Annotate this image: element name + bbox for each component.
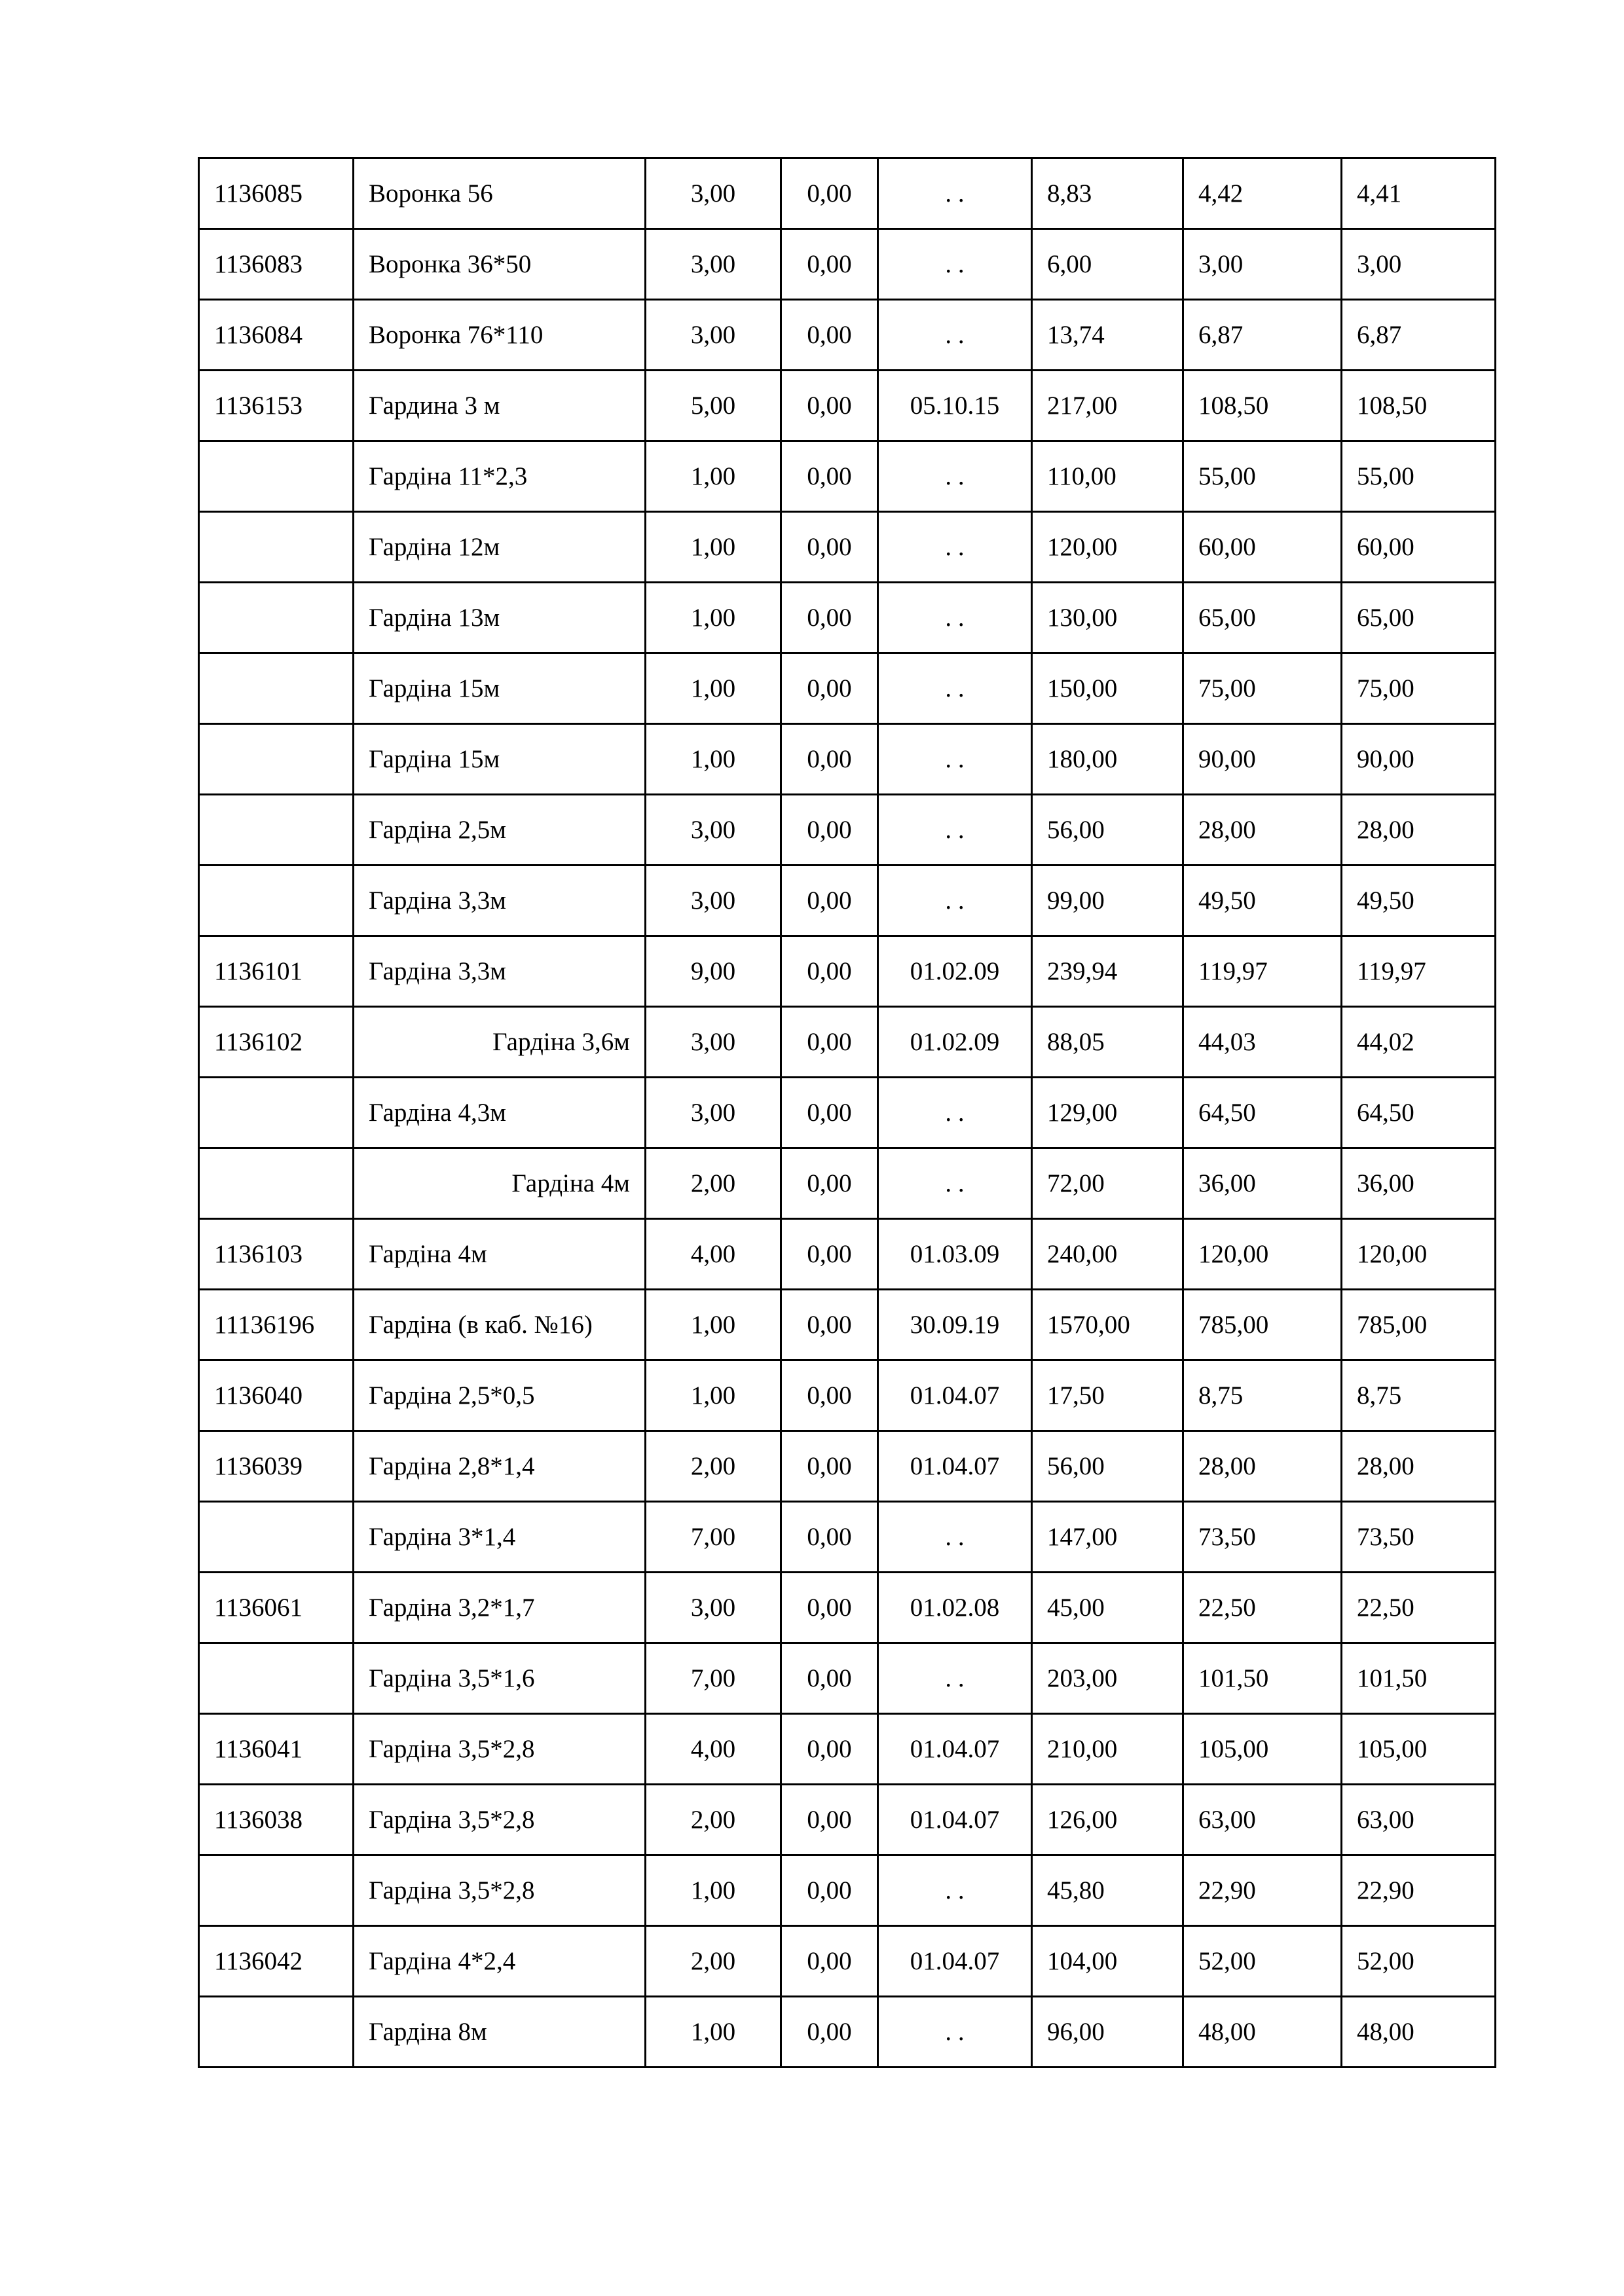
zero-value-cell: 0,00 <box>781 1148 878 1219</box>
date-cell: . . <box>878 300 1032 371</box>
item-code-cell <box>199 1855 354 1926</box>
item-code-cell <box>199 583 354 653</box>
residual-value-cell: 22,50 <box>1342 1573 1496 1643</box>
quantity-cell: 1,00 <box>646 1360 781 1431</box>
item-name-cell: Воронка 76*110 <box>354 300 646 371</box>
total-value-cell: 45,80 <box>1032 1855 1183 1926</box>
item-code-cell <box>199 1502 354 1573</box>
depreciation-cell: 64,50 <box>1183 1078 1342 1148</box>
residual-value-cell: 44,02 <box>1342 1007 1496 1078</box>
quantity-cell: 1,00 <box>646 441 781 512</box>
item-name-cell: Гардіна 11*2,3 <box>354 441 646 512</box>
date-cell: 01.02.08 <box>878 1573 1032 1643</box>
residual-value-cell: 65,00 <box>1342 583 1496 653</box>
depreciation-cell: 73,50 <box>1183 1502 1342 1573</box>
date-cell: . . <box>878 653 1032 724</box>
zero-value-cell: 0,00 <box>781 441 878 512</box>
table-row <box>199 1785 1496 1855</box>
item-name-cell: Гардіна 3,5*2,8 <box>354 1714 646 1785</box>
table-row <box>199 1148 1496 1219</box>
date-cell: 01.02.09 <box>878 1007 1032 1078</box>
quantity-cell: 9,00 <box>646 936 781 1007</box>
depreciation-cell: 49,50 <box>1183 866 1342 936</box>
residual-value-cell: 28,00 <box>1342 795 1496 866</box>
table-body <box>199 158 1496 2068</box>
item-name-cell: Гардіна 4м <box>354 1148 646 1219</box>
quantity-cell: 2,00 <box>646 1148 781 1219</box>
date-cell: . . <box>878 441 1032 512</box>
item-code-cell: 1136083 <box>199 229 354 300</box>
total-value-cell: 210,00 <box>1032 1714 1183 1785</box>
item-name-cell: Гардіна 8м <box>354 1997 646 2068</box>
zero-value-cell: 0,00 <box>781 1573 878 1643</box>
date-cell: . . <box>878 1148 1032 1219</box>
total-value-cell: 72,00 <box>1032 1148 1183 1219</box>
date-cell: . . <box>878 1855 1032 1926</box>
table-row <box>199 1078 1496 1148</box>
depreciation-cell: 120,00 <box>1183 1219 1342 1290</box>
quantity-cell: 3,00 <box>646 229 781 300</box>
quantity-cell: 1,00 <box>646 724 781 795</box>
item-name-cell: Гардіна 3,3м <box>354 936 646 1007</box>
date-cell: 01.04.07 <box>878 1714 1032 1785</box>
item-code-cell: 1136085 <box>199 158 354 229</box>
item-name-cell: Гардіна 3,6м <box>354 1007 646 1078</box>
table-row <box>199 1219 1496 1290</box>
quantity-cell: 3,00 <box>646 1573 781 1643</box>
depreciation-cell: 55,00 <box>1183 441 1342 512</box>
total-value-cell: 130,00 <box>1032 583 1183 653</box>
residual-value-cell: 49,50 <box>1342 866 1496 936</box>
table-row <box>199 1714 1496 1785</box>
residual-value-cell: 36,00 <box>1342 1148 1496 1219</box>
item-name-cell: Гардіна 3,5*1,6 <box>354 1643 646 1714</box>
residual-value-cell: 22,90 <box>1342 1855 1496 1926</box>
total-value-cell: 240,00 <box>1032 1219 1183 1290</box>
zero-value-cell: 0,00 <box>781 1855 878 1926</box>
depreciation-cell: 108,50 <box>1183 371 1342 441</box>
depreciation-cell: 785,00 <box>1183 1290 1342 1360</box>
depreciation-cell: 105,00 <box>1183 1714 1342 1785</box>
item-name-cell: Гардіна 4м <box>354 1219 646 1290</box>
total-value-cell: 239,94 <box>1032 936 1183 1007</box>
item-name-cell: Гардіна 2,5*0,5 <box>354 1360 646 1431</box>
residual-value-cell: 90,00 <box>1342 724 1496 795</box>
date-cell: . . <box>878 1997 1032 2068</box>
total-value-cell: 99,00 <box>1032 866 1183 936</box>
table-row <box>199 653 1496 724</box>
table-row <box>199 1926 1496 1997</box>
date-cell: . . <box>878 583 1032 653</box>
quantity-cell: 1,00 <box>646 653 781 724</box>
quantity-cell: 3,00 <box>646 158 781 229</box>
quantity-cell: 4,00 <box>646 1219 781 1290</box>
table-row <box>199 583 1496 653</box>
zero-value-cell: 0,00 <box>781 229 878 300</box>
item-name-cell: Воронка 56 <box>354 158 646 229</box>
total-value-cell: 110,00 <box>1032 441 1183 512</box>
total-value-cell: 8,83 <box>1032 158 1183 229</box>
zero-value-cell: 0,00 <box>781 1360 878 1431</box>
item-code-cell <box>199 653 354 724</box>
quantity-cell: 5,00 <box>646 371 781 441</box>
total-value-cell: 56,00 <box>1032 795 1183 866</box>
zero-value-cell: 0,00 <box>781 1078 878 1148</box>
table-row <box>199 1855 1496 1926</box>
total-value-cell: 6,00 <box>1032 229 1183 300</box>
date-cell: . . <box>878 724 1032 795</box>
date-cell: . . <box>878 795 1032 866</box>
item-code-cell: 1136039 <box>199 1431 354 1502</box>
residual-value-cell: 28,00 <box>1342 1431 1496 1502</box>
quantity-cell: 7,00 <box>646 1643 781 1714</box>
table-row <box>199 158 1496 229</box>
date-cell: . . <box>878 1502 1032 1573</box>
item-name-cell: Гардіна 2,5м <box>354 795 646 866</box>
quantity-cell: 7,00 <box>646 1502 781 1573</box>
residual-value-cell: 60,00 <box>1342 512 1496 583</box>
item-code-cell: 1136061 <box>199 1573 354 1643</box>
item-name-cell: Гардіна 12м <box>354 512 646 583</box>
item-name-cell: Воронка 36*50 <box>354 229 646 300</box>
quantity-cell: 1,00 <box>646 512 781 583</box>
depreciation-cell: 28,00 <box>1183 795 1342 866</box>
residual-value-cell: 3,00 <box>1342 229 1496 300</box>
depreciation-cell: 6,87 <box>1183 300 1342 371</box>
residual-value-cell: 108,50 <box>1342 371 1496 441</box>
item-code-cell: 1136042 <box>199 1926 354 1997</box>
depreciation-cell: 3,00 <box>1183 229 1342 300</box>
item-name-cell: Гардіна 4*2,4 <box>354 1926 646 1997</box>
item-code-cell <box>199 1997 354 2068</box>
date-cell: 01.03.09 <box>878 1219 1032 1290</box>
item-code-cell <box>199 866 354 936</box>
depreciation-cell: 36,00 <box>1183 1148 1342 1219</box>
depreciation-cell: 101,50 <box>1183 1643 1342 1714</box>
depreciation-cell: 44,03 <box>1183 1007 1342 1078</box>
residual-value-cell: 101,50 <box>1342 1643 1496 1714</box>
residual-value-cell: 52,00 <box>1342 1926 1496 1997</box>
item-code-cell <box>199 441 354 512</box>
depreciation-cell: 60,00 <box>1183 512 1342 583</box>
depreciation-cell: 8,75 <box>1183 1360 1342 1431</box>
depreciation-cell: 63,00 <box>1183 1785 1342 1855</box>
table-row <box>199 1431 1496 1502</box>
table-row <box>199 1360 1496 1431</box>
table-row <box>199 1007 1496 1078</box>
table-row <box>199 1643 1496 1714</box>
item-code-cell <box>199 512 354 583</box>
zero-value-cell: 0,00 <box>781 936 878 1007</box>
item-name-cell: Гардіна 3*1,4 <box>354 1502 646 1573</box>
item-code-cell: 11136196 <box>199 1290 354 1360</box>
item-name-cell: Гардіна 13м <box>354 583 646 653</box>
table-row <box>199 300 1496 371</box>
zero-value-cell: 0,00 <box>781 1219 878 1290</box>
depreciation-cell: 90,00 <box>1183 724 1342 795</box>
item-name-cell: Гардіна 3,3м <box>354 866 646 936</box>
total-value-cell: 147,00 <box>1032 1502 1183 1573</box>
zero-value-cell: 0,00 <box>781 795 878 866</box>
zero-value-cell: 0,00 <box>781 300 878 371</box>
date-cell: 01.04.07 <box>878 1360 1032 1431</box>
item-name-cell: Гардіна 2,8*1,4 <box>354 1431 646 1502</box>
item-name-cell: Гардіна 15м <box>354 653 646 724</box>
total-value-cell: 203,00 <box>1032 1643 1183 1714</box>
date-cell: . . <box>878 512 1032 583</box>
table-row <box>199 1502 1496 1573</box>
residual-value-cell: 64,50 <box>1342 1078 1496 1148</box>
item-code-cell: 1136084 <box>199 300 354 371</box>
table-row <box>199 441 1496 512</box>
zero-value-cell: 0,00 <box>781 1714 878 1785</box>
residual-value-cell: 785,00 <box>1342 1290 1496 1360</box>
total-value-cell: 45,00 <box>1032 1573 1183 1643</box>
zero-value-cell: 0,00 <box>781 653 878 724</box>
residual-value-cell: 8,75 <box>1342 1360 1496 1431</box>
item-code-cell: 1136101 <box>199 936 354 1007</box>
table-row <box>199 229 1496 300</box>
zero-value-cell: 0,00 <box>781 1785 878 1855</box>
date-cell: 01.04.07 <box>878 1785 1032 1855</box>
date-cell: 01.04.07 <box>878 1926 1032 1997</box>
total-value-cell: 120,00 <box>1032 512 1183 583</box>
quantity-cell: 2,00 <box>646 1926 781 1997</box>
depreciation-cell: 48,00 <box>1183 1997 1342 2068</box>
total-value-cell: 217,00 <box>1032 371 1183 441</box>
item-code-cell <box>199 795 354 866</box>
depreciation-cell: 22,50 <box>1183 1573 1342 1643</box>
date-cell: 30.09.19 <box>878 1290 1032 1360</box>
item-name-cell: Гардіна 15м <box>354 724 646 795</box>
depreciation-cell: 75,00 <box>1183 653 1342 724</box>
table-row <box>199 795 1496 866</box>
total-value-cell: 150,00 <box>1032 653 1183 724</box>
item-code-cell: 1136153 <box>199 371 354 441</box>
item-name-cell: Гардина 3 м <box>354 371 646 441</box>
quantity-cell: 2,00 <box>646 1431 781 1502</box>
residual-value-cell: 120,00 <box>1342 1219 1496 1290</box>
zero-value-cell: 0,00 <box>781 512 878 583</box>
table-row <box>199 371 1496 441</box>
residual-value-cell: 105,00 <box>1342 1714 1496 1785</box>
item-code-cell <box>199 1643 354 1714</box>
quantity-cell: 2,00 <box>646 1785 781 1855</box>
zero-value-cell: 0,00 <box>781 1643 878 1714</box>
zero-value-cell: 0,00 <box>781 1997 878 2068</box>
quantity-cell: 1,00 <box>646 1997 781 2068</box>
table-row <box>199 1290 1496 1360</box>
item-code-cell: 1136038 <box>199 1785 354 1855</box>
total-value-cell: 13,74 <box>1032 300 1183 371</box>
item-code-cell: 1136040 <box>199 1360 354 1431</box>
zero-value-cell: 0,00 <box>781 158 878 229</box>
total-value-cell: 96,00 <box>1032 1997 1183 2068</box>
date-cell: 01.02.09 <box>878 936 1032 1007</box>
total-value-cell: 88,05 <box>1032 1007 1183 1078</box>
table-row <box>199 724 1496 795</box>
item-code-cell: 1136103 <box>199 1219 354 1290</box>
total-value-cell: 180,00 <box>1032 724 1183 795</box>
table-row <box>199 1573 1496 1643</box>
table-row <box>199 1997 1496 2068</box>
item-code-cell <box>199 724 354 795</box>
depreciation-cell: 65,00 <box>1183 583 1342 653</box>
item-code-cell <box>199 1148 354 1219</box>
zero-value-cell: 0,00 <box>781 1290 878 1360</box>
date-cell: . . <box>878 1643 1032 1714</box>
item-code-cell <box>199 1078 354 1148</box>
total-value-cell: 129,00 <box>1032 1078 1183 1148</box>
zero-value-cell: 0,00 <box>781 371 878 441</box>
residual-value-cell: 4,41 <box>1342 158 1496 229</box>
date-cell: 01.04.07 <box>878 1431 1032 1502</box>
depreciation-cell: 28,00 <box>1183 1431 1342 1502</box>
residual-value-cell: 75,00 <box>1342 653 1496 724</box>
table-row <box>199 936 1496 1007</box>
depreciation-cell: 4,42 <box>1183 158 1342 229</box>
item-code-cell: 1136102 <box>199 1007 354 1078</box>
residual-value-cell: 55,00 <box>1342 441 1496 512</box>
item-code-cell: 1136041 <box>199 1714 354 1785</box>
quantity-cell: 1,00 <box>646 1855 781 1926</box>
item-name-cell: Гардіна 3,5*2,8 <box>354 1855 646 1926</box>
residual-value-cell: 6,87 <box>1342 300 1496 371</box>
inventory-table <box>198 157 1496 2068</box>
depreciation-cell: 119,97 <box>1183 936 1342 1007</box>
table-row <box>199 866 1496 936</box>
quantity-cell: 1,00 <box>646 1290 781 1360</box>
zero-value-cell: 0,00 <box>781 1926 878 1997</box>
quantity-cell: 3,00 <box>646 1007 781 1078</box>
quantity-cell: 1,00 <box>646 583 781 653</box>
date-cell: . . <box>878 1078 1032 1148</box>
total-value-cell: 104,00 <box>1032 1926 1183 1997</box>
zero-value-cell: 0,00 <box>781 1007 878 1078</box>
item-name-cell: Гардіна 3,5*2,8 <box>354 1785 646 1855</box>
date-cell: . . <box>878 158 1032 229</box>
total-value-cell: 56,00 <box>1032 1431 1183 1502</box>
residual-value-cell: 48,00 <box>1342 1997 1496 2068</box>
item-name-cell: Гардіна 3,2*1,7 <box>354 1573 646 1643</box>
zero-value-cell: 0,00 <box>781 1431 878 1502</box>
item-name-cell: Гардіна 4,3м <box>354 1078 646 1148</box>
total-value-cell: 126,00 <box>1032 1785 1183 1855</box>
date-cell: . . <box>878 866 1032 936</box>
date-cell: 05.10.15 <box>878 371 1032 441</box>
total-value-cell: 1570,00 <box>1032 1290 1183 1360</box>
item-name-cell: Гардіна (в каб. №16) <box>354 1290 646 1360</box>
quantity-cell: 3,00 <box>646 300 781 371</box>
quantity-cell: 3,00 <box>646 795 781 866</box>
depreciation-cell: 22,90 <box>1183 1855 1342 1926</box>
zero-value-cell: 0,00 <box>781 1502 878 1573</box>
residual-value-cell: 63,00 <box>1342 1785 1496 1855</box>
total-value-cell: 17,50 <box>1032 1360 1183 1431</box>
date-cell: . . <box>878 229 1032 300</box>
quantity-cell: 3,00 <box>646 1078 781 1148</box>
zero-value-cell: 0,00 <box>781 866 878 936</box>
zero-value-cell: 0,00 <box>781 583 878 653</box>
residual-value-cell: 73,50 <box>1342 1502 1496 1573</box>
depreciation-cell: 52,00 <box>1183 1926 1342 1997</box>
quantity-cell: 4,00 <box>646 1714 781 1785</box>
zero-value-cell: 0,00 <box>781 724 878 795</box>
residual-value-cell: 119,97 <box>1342 936 1496 1007</box>
table-row <box>199 512 1496 583</box>
quantity-cell: 3,00 <box>646 866 781 936</box>
